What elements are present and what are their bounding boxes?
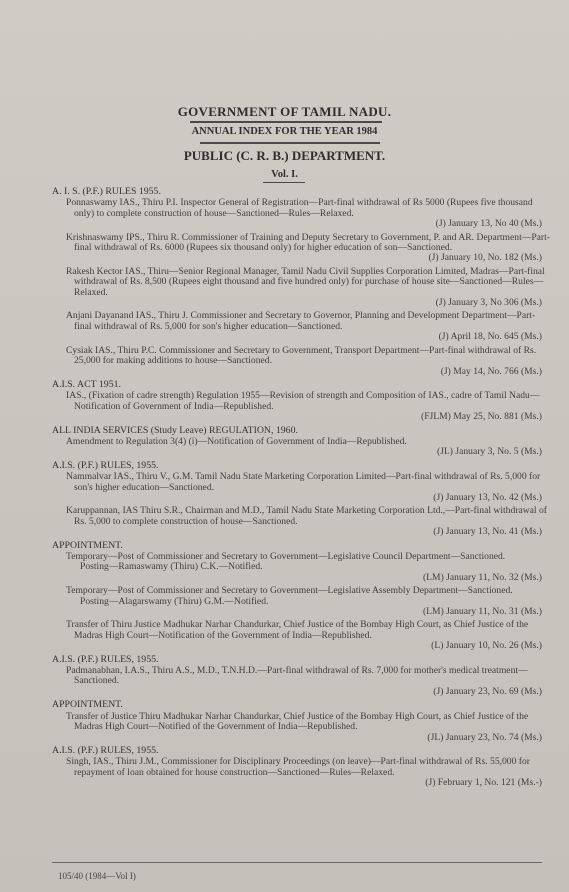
index-body xyxy=(52,186,550,792)
entry-text: Temporary—Post of Commissioner and Secretary to Government—Legislative Council Department—Sanctioned. xyxy=(66,551,506,562)
section-heading: ALL INDIA SERVICES (Study Leave) REGULATION, 1960. xyxy=(52,424,298,436)
index-entry xyxy=(52,267,550,309)
index-entry xyxy=(52,311,550,342)
entry-reference: (J) January 23, No. 69 (Ms.) xyxy=(433,685,542,697)
entry-reference: (JL) January 23, No. 74 (Ms.) xyxy=(427,731,542,743)
entry-text: Temporary—Post of Commissioner and Secretary to Government—Legislative Assembly Department—Sanctioned. xyxy=(66,585,513,597)
section-heading: APPOINTMENT. xyxy=(52,699,123,711)
index-entry xyxy=(52,233,550,264)
entry-text: Krishnaswamy IPS., Thiru R. Commissioner of Training and Deputy Secretary to Government, P. and AR. Department—Part-final withdrawal of Rs. 6000 (Rupees six thousand only) for higher education of son—Sanctioned. xyxy=(66,231,550,254)
entry-text: Amendment to Regulation 3(4) (i)—Notification of Government of India—Republished. xyxy=(66,435,407,447)
entry-text: Padmanabhan, I.A.S., Thiru A.S., M.D., T.N.H.D.—Part-final withdrawal of Rs. 7,000 for mother's medical treatment—Sanctioned. xyxy=(66,665,528,687)
section-heading: A.I.S. (P.F.) RULES, 1955. xyxy=(52,744,159,756)
index-entry xyxy=(52,620,550,651)
entry-text: Ponnaswamy IAS., Thiru P.I. Inspector General of Registration—Part-final withdrawal of Rs 5000 (Rupees five thousand only) to complete construction of house—Sanctioned—Rules—Relaxed. xyxy=(66,197,533,219)
index-entry xyxy=(52,391,550,422)
section-heading: A.I.S. ACT 1951. xyxy=(52,378,121,390)
entry-text: Nammalvar IAS., Thiru V., G.M. Tamil Nadu State Marketing Corporation Limited—Part-final withdrawal of Rs. 5,000 for son's higher education—Sanctioned. xyxy=(66,471,541,493)
entry-text: Karuppannan, IAS Thiru S.R., Chairman and M.D., Tamil Nadu State Marketing Corporation Ltd.,—Part-final withdrawal of Rs. 5,000 to complete construction of house—Sanctioned. xyxy=(66,505,547,527)
document-title: GOVERNMENT OF TAMIL NADU. xyxy=(177,104,392,119)
volume-underline xyxy=(263,182,305,183)
entry-text: Transfer of Justice Thiru Madhukar Narhar Chandurkar, Chief Justice of the Bombay High Court, as Chief Justice of the Madras High Court—Notified of the Government of India—Republished. xyxy=(66,710,529,733)
entry-text: Anjani Dayanand IAS., Thiru J. Commissioner and Secretary to Governor, Planning and Development Department—Part-final withdrawal of Rs. 5,000 for son's higher education—Sanctioned. xyxy=(66,310,536,332)
entry-reference: (FJLM) May 25, No. 881 (Ms.) xyxy=(421,411,542,423)
index-entry xyxy=(52,506,550,537)
section-heading: A.I.S. (P.F.) RULES, 1955. xyxy=(52,653,159,665)
index-entry xyxy=(52,586,550,617)
entry-reference: (J) January 3, No 306 (Ms.) xyxy=(435,297,542,309)
entry-posting: Posting—Ramaswamy (Thiru) C.K.—Notified. xyxy=(80,561,263,573)
index-entry xyxy=(52,757,550,788)
index-entry xyxy=(52,552,550,583)
index-entry xyxy=(52,198,550,229)
entry-reference: (LM) January 11, No. 31 (Ms.) xyxy=(422,606,542,618)
entry-reference: (J) January 13, No. 41 (Ms.) xyxy=(433,526,542,538)
document-subtitle: ANNUAL INDEX FOR THE YEAR 1984 xyxy=(191,126,378,137)
entry-text: IAS., (Fixation of cadre strength) Regulation 1955—Revision of strength and Composition of IAS., cadre of Tamil Nadu—Notification of Government of India—Republished. xyxy=(66,390,540,412)
entry-reference: (J) January 10, No. 182 (Ms.) xyxy=(428,252,542,264)
subtitle-underline xyxy=(200,142,380,144)
footer-rule xyxy=(52,862,542,863)
title-underline xyxy=(190,121,382,123)
index-entry xyxy=(52,437,550,458)
entry-reference: (J) May 14, No. 766 (Ms.) xyxy=(440,365,542,377)
index-entry xyxy=(52,472,550,503)
section-heading: APPOINTMENT. xyxy=(52,539,123,551)
entry-reference: (L) January 10, No. 26 (Ms.) xyxy=(431,640,542,652)
entry-text: Rakesh Kector IAS., Thiru—Senior Regional Manager, Tamil Nadu Civil Supplies Corporation Limited, Madras—Part-final withdrawal of Rs. 8,500 (Rupees eight thousand and five hundred only) for purchase of house site—Sanctioned—Rules—Relaxed. xyxy=(66,265,545,298)
entry-reference: (J) April 18, No. 645 (Ms.) xyxy=(438,331,542,343)
department-heading: PUBLIC (C. R. B.) DEPARTMENT. xyxy=(183,148,386,163)
index-entry xyxy=(52,712,550,743)
entry-text: Transfer of Thiru Justice Madhukar Narhar Chandurkar, Chief Justice of the Bombay High Court, as Chief Justice of the Madras High Court—Notification of the Government of India—Republished. xyxy=(66,619,529,641)
entry-reference: (J) February 1, No. 121 (Ms.-) xyxy=(425,777,542,789)
section-heading: A.I.S. (P.F.) RULES, 1955. xyxy=(52,459,159,471)
index-entry xyxy=(52,346,550,377)
entry-text: Singh, IAS., Thiru J.M., Commissioner for Disciplinary Proceedings (on leave)—Part-final withdrawal of Rs. 55,000 for repayment of loan obtained for house construction—Sanctioned—Rules—Relaxed. xyxy=(66,756,530,778)
entry-posting: Posting—Alagarswamy (Thiru) G.M.—Notified. xyxy=(80,595,269,607)
entry-reference: (J) January 13, No. 42 (Ms.) xyxy=(433,491,542,503)
entry-reference: (JL) January 3, No. 5 (Ms.) xyxy=(437,446,542,458)
footer-code: 105/40 (1984—Vol I) xyxy=(58,871,136,881)
section-heading: A. I. S. (P.F.) RULES 1955. xyxy=(52,186,161,197)
entry-text: Cysiak IAS., Thiru P.C. Commissioner and Secretary to Government, Transport Department—Part-final withdrawal of Rs. 25,000 for making additions to house—Sanctioned. xyxy=(66,344,537,367)
volume-label: Vol. I. xyxy=(271,169,298,180)
index-entry xyxy=(52,666,550,697)
entry-reference: (LM) January 11, No. 32 (Ms.) xyxy=(422,571,542,583)
entry-reference: (J) January 13, No 40 (Ms.) xyxy=(435,218,542,230)
